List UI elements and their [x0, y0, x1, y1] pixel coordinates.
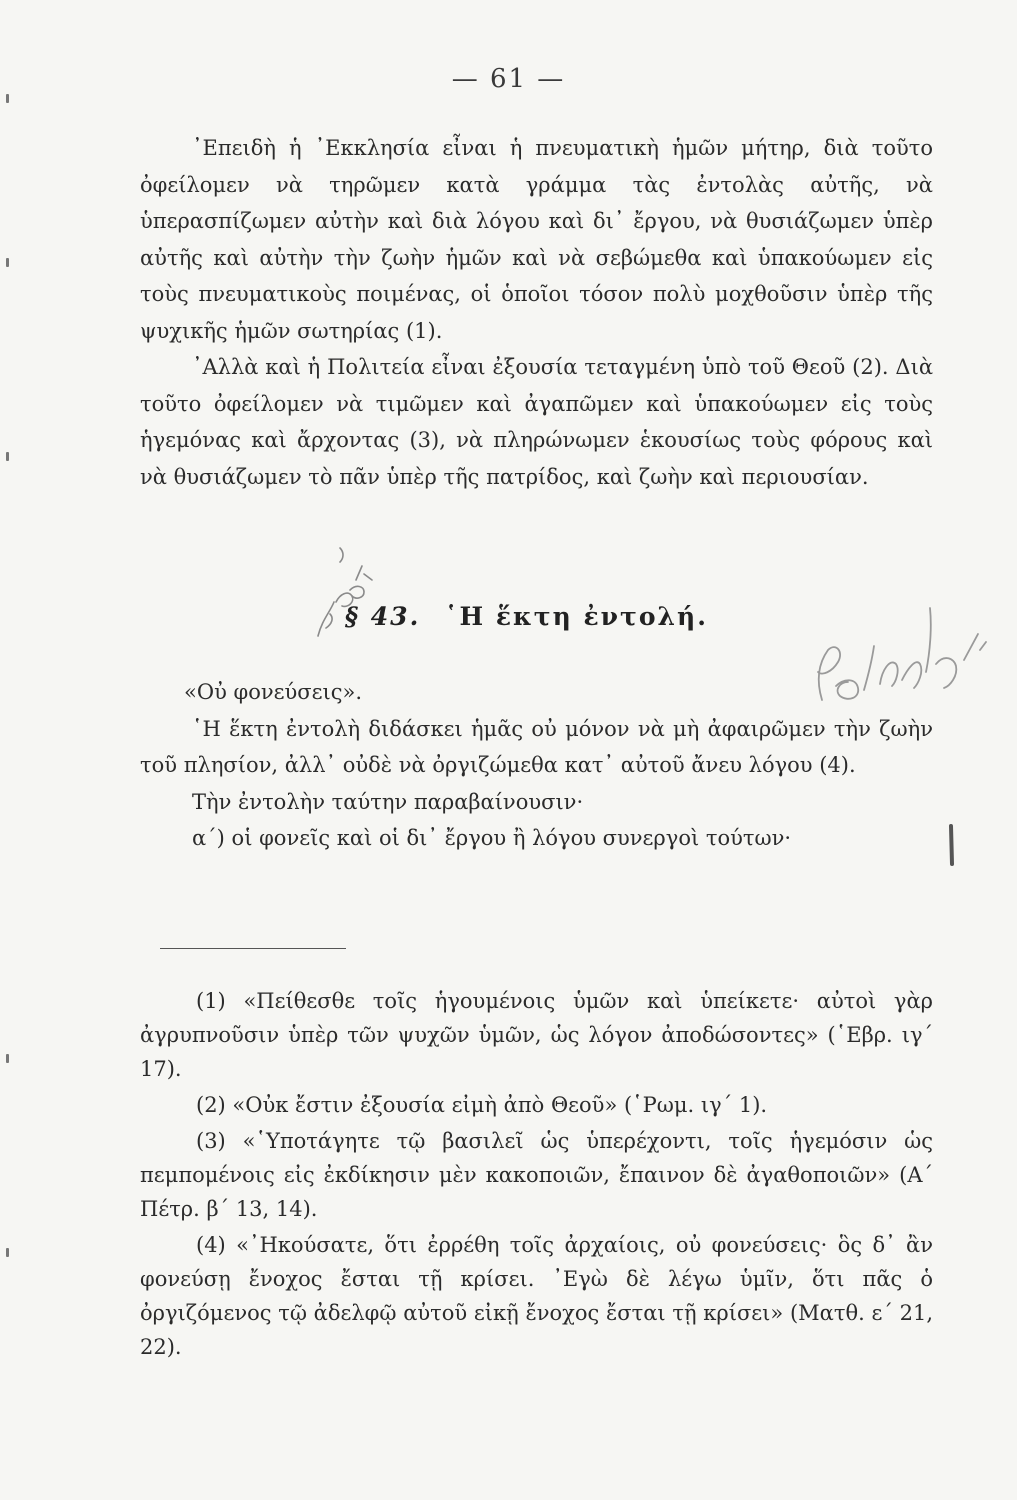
section-text-block	[140, 674, 933, 857]
paragraph-transgressors-a: α΄) οἱ φονεῖς καὶ οἱ δι᾿ ἔργου ἢ λόγου συνεργοὶ τούτων·	[192, 826, 792, 850]
section-title: ῾Η ἕκτη ἐντολή.	[445, 602, 708, 631]
footnote-divider	[160, 948, 346, 949]
left-margin-dot	[6, 452, 9, 461]
main-text-block	[140, 130, 933, 495]
section-heading	[345, 602, 708, 631]
section-number: § 43.	[345, 602, 421, 631]
footnotes	[140, 984, 933, 1366]
left-margin-dot	[6, 1248, 9, 1257]
paragraph-transgressors-intro: Τὴν ἐντολὴν ταύτην παραβαίνουσιν·	[192, 789, 584, 814]
commandment-quote: «Οὐ φονεύσεις».	[184, 680, 362, 704]
footnote-1: (1) «Πείθεσθε τοῖς ἡγουμένοις ὑμῶν καὶ ὑπείκετε· αὐτοὶ γὰρ ἀγρυπνοῦσιν ὑπὲρ τῶν ψυχῶν ὑμῶν, ὡς λόγον ἀποδώσοντες» (῾Εβρ. ιγ΄ 17).	[140, 989, 933, 1081]
paragraph-state: ᾿Αλλὰ καὶ ἡ Πολιτεία εἶναι ἐξουσία τεταγμένη ὑπὸ τοῦ Θεοῦ (2). Διὰ τοῦτο ὀφείλομεν νὰ τιμῶμεν καὶ ἀγαπῶμεν καὶ ὑπακούωμεν εἰς τοὺς ἡγεμόνας καὶ ἄρχοντας (3), νὰ πληρώνωμεν ἑκουσίως τοὺς φόρους καὶ νὰ θυσιάζωμεν τὸ πᾶν ὑπὲρ τῆς πατρίδος, καὶ ζωὴν καὶ περιουσίαν.	[140, 355, 933, 489]
page-number: — 61 —	[451, 64, 566, 94]
paragraph-church: ᾿Επειδὴ ἡ ᾿Εκκλησία εἶναι ἡ πνευματικὴ ἡμῶν μήτηρ, διὰ τοῦτο ὀφείλομεν νὰ τηρῶμεν κατὰ γράμμα τὰς ἐντολὰς αὐτῆς, νὰ ὑπερασπίζωμεν αὐτὴν καὶ διὰ λόγου καὶ δι᾿ ἔργου, νὰ θυσιάζωμεν ὑπὲρ αὐτῆς καὶ αὐτὴν τὴν ζωὴν ἡμῶν καὶ νὰ σεβώμεθα καὶ ὑπακούωμεν εἰς τοὺς πνευματικοὺς ποιμένας, οἱ ὁποῖοι τόσον πολὺ μοχθοῦσιν ὑπὲρ τῆς ψυχικῆς ἡμῶν σωτηρίας (1).	[140, 136, 933, 343]
footnote-4: (4) «᾿Ηκούσατε, ὅτι ἐρρέθη τοῖς ἀρχαίοις, οὐ φονεύσεις· ὃς δ᾿ ἂν φονεύσῃ ἔνοχος ἔσται τῇ κρίσει. ᾿Εγὼ δὲ λέγω ὑμῖν, ὅτι πᾶς ὁ ὀργιζόμενος τῷ ἀδελφῷ αὐτοῦ εἰκῇ ἔνοχος ἔσται τῇ κρίσει» (Ματθ. ε΄ 21, 22).	[140, 1233, 933, 1359]
pencil-margin-bar	[951, 826, 952, 864]
paragraph-sixth-commandment: ῾Η ἕκτη ἐντολὴ διδάσκει ἡμᾶς οὐ μόνον νὰ μὴ ἀφαιρῶμεν τὴν ζωὴν τοῦ πλησίον, ἀλλ᾿ οὐδὲ νὰ ὀργιζώμεθα κατ᾿ αὐτοῦ ἄνευ λόγου (4).	[140, 716, 933, 777]
left-margin-dot	[6, 1054, 9, 1063]
footnote-2: (2) «Οὐκ ἔστιν ἐξουσία εἰμὴ ἀπὸ Θεοῦ» (῾Ρωμ. ιγ΄ 1).	[196, 1093, 768, 1117]
left-margin-dot	[6, 258, 9, 267]
footnote-3: (3) «῾Υποτάγητε τῷ βασιλεῖ ὡς ὑπερέχοντι, τοῖς ἡγεμόσιν ὡς πεμπομένοις εἰς ἐκδίκησιν μὲν κακοποιῶν, ἔπαινον δὲ ἀγαθοποιῶν» (Α΄ Πέτρ. β΄ 13, 14).	[140, 1129, 933, 1221]
left-margin-dot	[6, 94, 9, 103]
